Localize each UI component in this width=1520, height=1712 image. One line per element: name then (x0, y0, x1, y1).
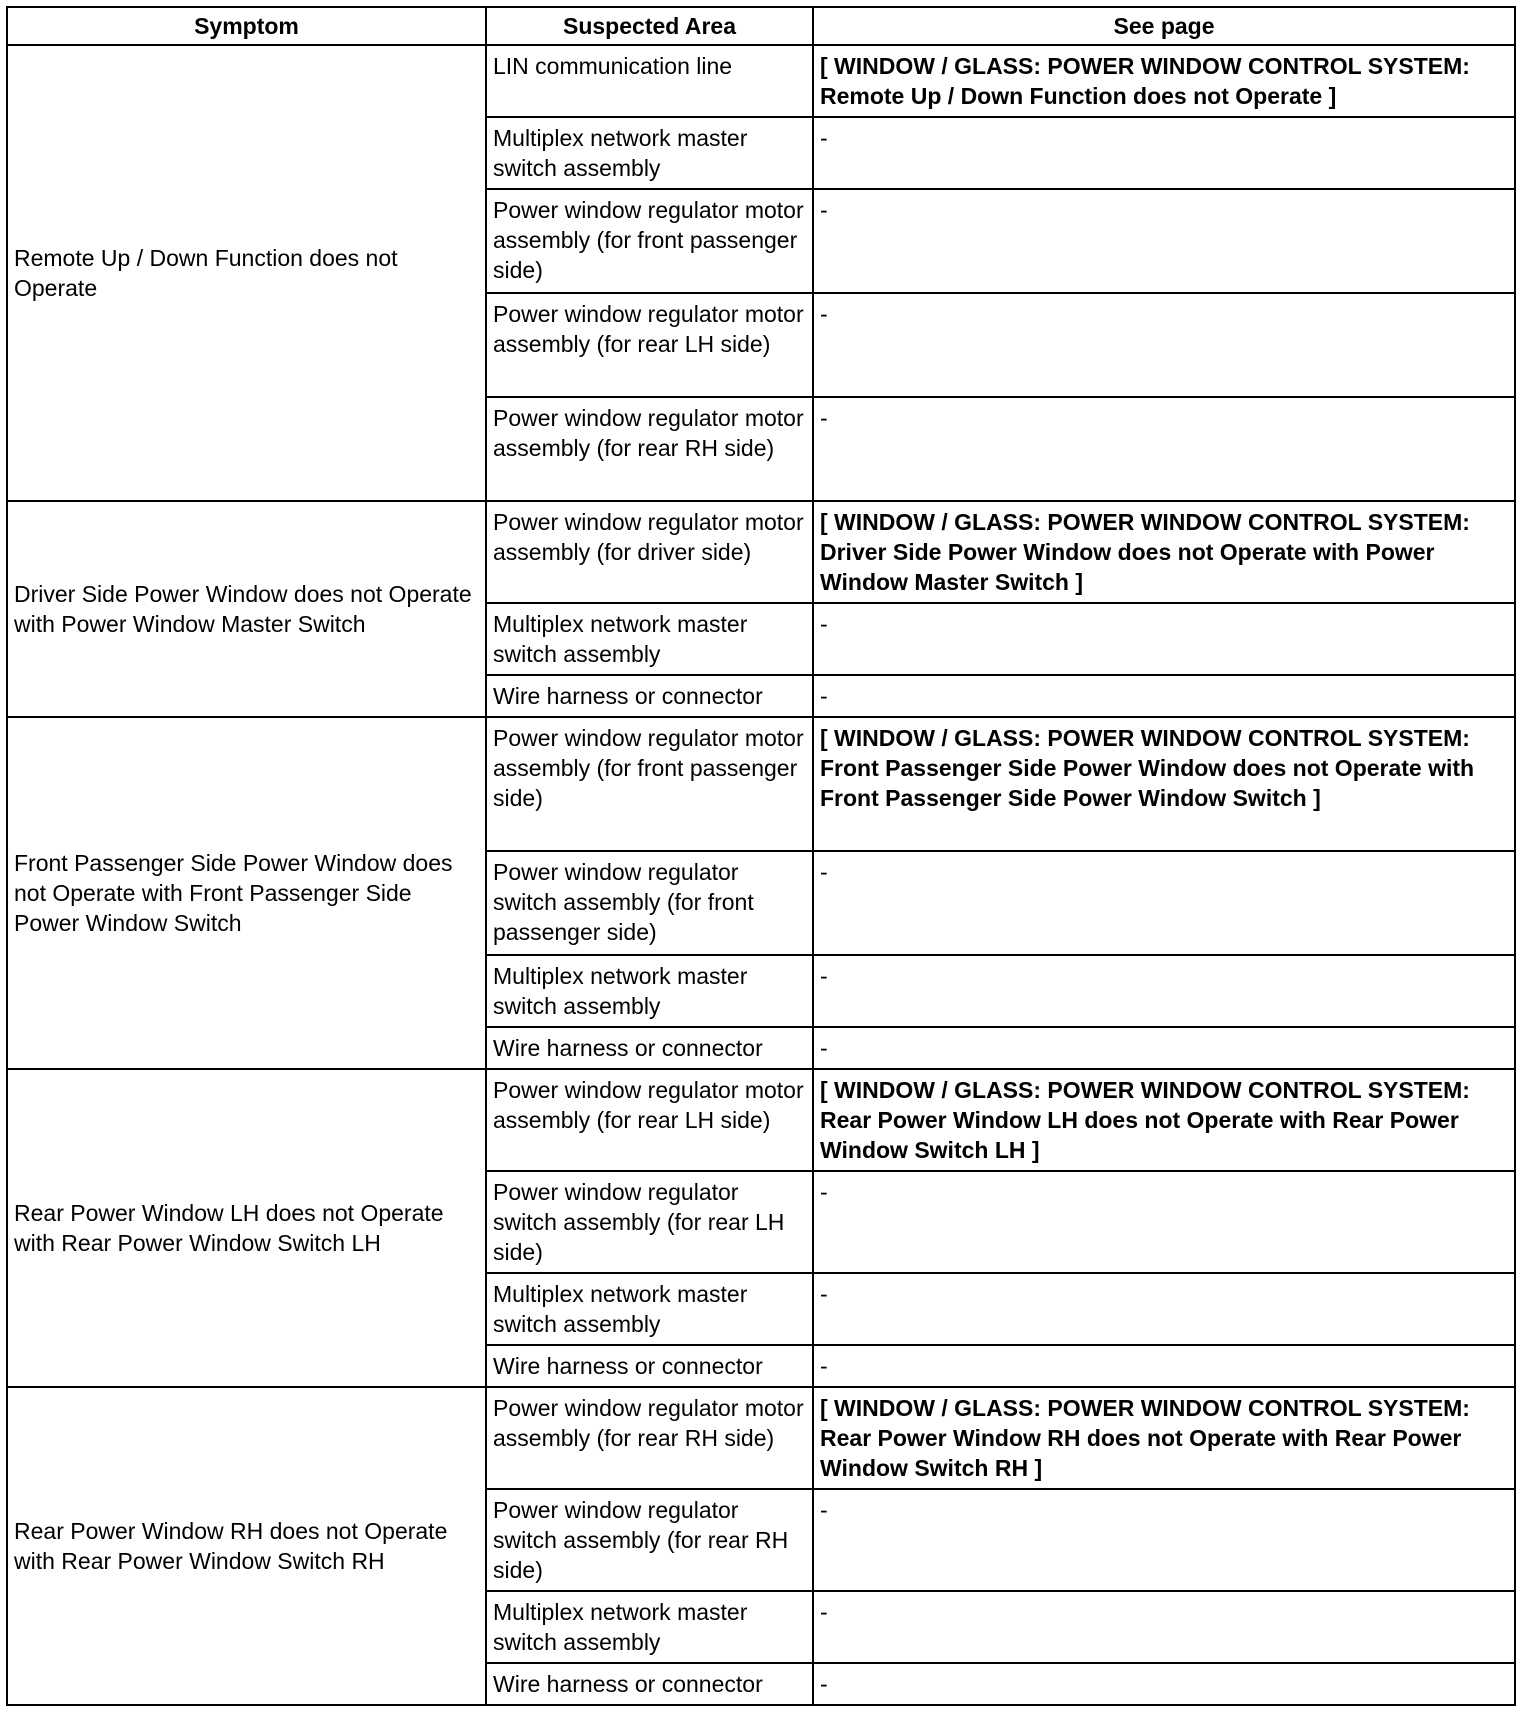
see-page-cell: - (813, 293, 1515, 397)
table-row (7, 501, 1515, 603)
see-page-cell: - (813, 603, 1515, 675)
suspected-area-cell: Wire harness or connector (486, 1345, 813, 1387)
symptom-cell: Remote Up / Down Function does not Operate (7, 45, 486, 501)
suspected-area-cell: Power window regulator motor assembly (for rear RH side) (486, 397, 813, 501)
header-symptom: Symptom (7, 7, 486, 45)
see-page-link[interactable]: [ WINDOW / GLASS: POWER WINDOW CONTROL SYSTEM: Remote Up / Down Function does not Operate ] (813, 45, 1515, 117)
table-row (7, 717, 1515, 851)
suspected-area-cell: Wire harness or connector (486, 1663, 813, 1705)
suspected-area-cell: Multiplex network master switch assembly (486, 955, 813, 1027)
suspected-area-cell: Power window regulator switch assembly (for front passenger side) (486, 851, 813, 955)
suspected-area-cell: Multiplex network master switch assembly (486, 117, 813, 189)
see-page-cell: - (813, 955, 1515, 1027)
suspected-area-cell: Wire harness or connector (486, 675, 813, 717)
see-page-cell: - (813, 1489, 1515, 1591)
suspected-area-cell: Multiplex network master switch assembly (486, 603, 813, 675)
symptom-cell: Rear Power Window LH does not Operate with Rear Power Window Switch LH (7, 1069, 486, 1387)
see-page-cell: - (813, 189, 1515, 293)
diagnosis-table (6, 6, 1516, 1706)
see-page-cell: - (813, 1663, 1515, 1705)
see-page-cell: - (813, 1027, 1515, 1069)
suspected-area-cell: Power window regulator motor assembly (for rear LH side) (486, 1069, 813, 1171)
symptom-cell: Front Passenger Side Power Window does not Operate with Front Passenger Side Power Window Switch (7, 717, 486, 1069)
suspected-area-cell: Power window regulator motor assembly (for front passenger side) (486, 717, 813, 851)
header-see-page: See page (813, 7, 1515, 45)
suspected-area-cell: Power window regulator switch assembly (for rear LH side) (486, 1171, 813, 1273)
symptom-cell: Rear Power Window RH does not Operate with Rear Power Window Switch RH (7, 1387, 486, 1705)
see-page-cell: - (813, 397, 1515, 501)
table-row (7, 1069, 1515, 1171)
table-row (7, 45, 1515, 117)
see-page-link[interactable]: [ WINDOW / GLASS: POWER WINDOW CONTROL SYSTEM: Front Passenger Side Power Window does not Operate with Front Passenger Side Power Window Switch ] (813, 717, 1515, 851)
see-page-link[interactable]: [ WINDOW / GLASS: POWER WINDOW CONTROL SYSTEM: Rear Power Window LH does not Operate with Rear Power Window Switch LH ] (813, 1069, 1515, 1171)
see-page-link[interactable]: [ WINDOW / GLASS: POWER WINDOW CONTROL SYSTEM: Rear Power Window RH does not Operate with Rear Power Window Switch RH ] (813, 1387, 1515, 1489)
see-page-cell: - (813, 1171, 1515, 1273)
suspected-area-cell: Multiplex network master switch assembly (486, 1273, 813, 1345)
see-page-cell: - (813, 1345, 1515, 1387)
table-row (7, 1387, 1515, 1489)
see-page-cell: - (813, 117, 1515, 189)
see-page-cell: - (813, 851, 1515, 955)
suspected-area-cell: Power window regulator motor assembly (for front passenger side) (486, 189, 813, 293)
see-page-link[interactable]: [ WINDOW / GLASS: POWER WINDOW CONTROL SYSTEM: Driver Side Power Window does not Operate with Power Window Master Switch ] (813, 501, 1515, 603)
symptom-cell: Driver Side Power Window does not Operate with Power Window Master Switch (7, 501, 486, 717)
suspected-area-cell: Power window regulator motor assembly (for rear LH side) (486, 293, 813, 397)
suspected-area-cell: Power window regulator motor assembly (for driver side) (486, 501, 813, 603)
see-page-cell: - (813, 675, 1515, 717)
suspected-area-cell: Power window regulator switch assembly (for rear RH side) (486, 1489, 813, 1591)
header-row (7, 7, 1515, 45)
suspected-area-cell: LIN communication line (486, 45, 813, 117)
see-page-cell: - (813, 1273, 1515, 1345)
suspected-area-cell: Power window regulator motor assembly (for rear RH side) (486, 1387, 813, 1489)
header-suspected-area: Suspected Area (486, 7, 813, 45)
suspected-area-cell: Wire harness or connector (486, 1027, 813, 1069)
see-page-cell: - (813, 1591, 1515, 1663)
suspected-area-cell: Multiplex network master switch assembly (486, 1591, 813, 1663)
